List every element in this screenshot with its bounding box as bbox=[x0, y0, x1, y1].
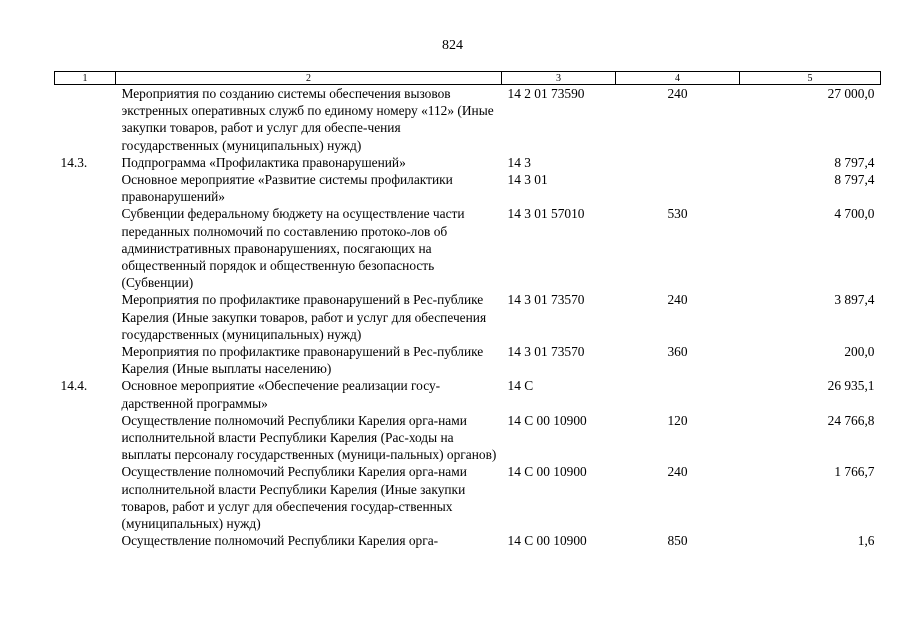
row-name: Основное мероприятие «Обеспечение реализации госу-дарственной программы» bbox=[121, 378, 441, 411]
row-number bbox=[55, 171, 116, 205]
row-code: 14 3 01 73570 bbox=[507, 292, 585, 308]
column-header-2: 2 bbox=[116, 72, 502, 85]
row-amount: 26 935,1 bbox=[827, 378, 875, 394]
row-expense-type: 120 bbox=[667, 412, 688, 428]
table-row bbox=[55, 171, 881, 205]
row-code: 14 С bbox=[507, 378, 534, 394]
row-name: Осуществление полномочий Республики Карелия орга- bbox=[121, 533, 439, 549]
row-amount: 1,6 bbox=[857, 533, 875, 549]
row-expense-type: 240 bbox=[667, 292, 688, 308]
row-expense-type bbox=[616, 377, 740, 411]
column-header-3: 3 bbox=[502, 72, 616, 85]
row-code: 14 2 01 73590 bbox=[507, 86, 585, 101]
table-row bbox=[55, 377, 881, 411]
table-row bbox=[55, 205, 881, 291]
row-name: Подпрограмма «Профилактика правонарушений» bbox=[121, 154, 406, 170]
row-code: 14 С 00 10900 bbox=[507, 533, 587, 549]
row-amount: 200,0 bbox=[844, 344, 875, 360]
column-header-4: 4 bbox=[616, 72, 740, 85]
row-number bbox=[55, 412, 116, 464]
row-expense-type: 240 bbox=[667, 464, 688, 480]
row-number bbox=[55, 291, 116, 343]
row-expense-type bbox=[616, 171, 740, 205]
table-row bbox=[55, 412, 881, 464]
row-number bbox=[55, 463, 116, 532]
row-name: Осуществление полномочий Республики Карелия орга-нами исполнительной власти Республики Карелия (Иные закупки товаров, работ и услуг для обеспечения государ-ственных (муниципальных) нужд) bbox=[121, 464, 467, 532]
row-number bbox=[55, 205, 116, 291]
row-name: Мероприятия по профилактике правонарушений в Рес-публике Карелия (Иные выплаты населению) bbox=[121, 344, 484, 377]
table-row bbox=[55, 343, 881, 377]
row-amount: 8 797,4 bbox=[834, 154, 875, 170]
row-amount: 4 700,0 bbox=[834, 206, 875, 222]
row-code: 14 С 00 10900 bbox=[507, 412, 587, 428]
row-amount: 24 766,8 bbox=[827, 412, 875, 428]
row-amount: 8 797,4 bbox=[834, 172, 875, 188]
column-header-5: 5 bbox=[740, 72, 881, 85]
column-header-1: 1 bbox=[55, 72, 116, 85]
row-code: 14 3 01 bbox=[507, 172, 548, 188]
row-expense-type: 360 bbox=[667, 344, 688, 360]
page-number: 824 bbox=[442, 38, 463, 53]
row-code: 14 С 00 10900 bbox=[507, 464, 587, 480]
table-row bbox=[55, 291, 881, 343]
row-number: 14.4. bbox=[60, 378, 88, 394]
row-expense-type bbox=[616, 154, 740, 171]
row-number bbox=[55, 343, 116, 377]
table-row bbox=[55, 154, 881, 171]
table-row bbox=[55, 463, 881, 532]
row-expense-type: 850 bbox=[667, 533, 688, 549]
row-name: Субвенции федеральному бюджету на осуществление части переданных полномочий по составлению протоко-лов об административных правонарушениях, посягающих на общественный порядок и общественную безопасность (Субвенции) bbox=[121, 206, 465, 291]
row-name: Основное мероприятие «Развитие системы профилактики правонарушений» bbox=[121, 172, 453, 205]
table-row bbox=[55, 532, 881, 549]
row-name: Мероприятия по профилактике правонарушений в Рес-публике Карелия (Иные закупки товаров, работ и услуг для обеспечения государственных (муниципальных) нужд) bbox=[121, 292, 487, 342]
row-name: Осуществление полномочий Республики Карелия орга-нами исполнительной власти Республики Карелия (Рас-ходы на выплаты персоналу государственных (муници-пальных) органов) bbox=[121, 412, 497, 463]
row-amount: 1 766,7 bbox=[834, 464, 875, 480]
row-code: 14 3 01 73570 bbox=[507, 344, 585, 360]
row-code: 14 3 01 57010 bbox=[507, 206, 585, 222]
row-amount: 27 000,0 bbox=[827, 86, 875, 101]
table-row bbox=[55, 85, 881, 154]
row-code: 14 3 bbox=[507, 154, 531, 170]
row-amount: 3 897,4 bbox=[834, 292, 875, 308]
table-header-row bbox=[55, 72, 881, 85]
budget-table bbox=[54, 71, 881, 549]
row-number: 14.3. bbox=[60, 154, 88, 170]
row-number bbox=[55, 532, 116, 549]
table-body bbox=[55, 85, 881, 550]
row-expense-type: 530 bbox=[667, 206, 688, 222]
row-expense-type: 240 bbox=[667, 86, 688, 101]
row-name: Мероприятия по созданию системы обеспечения вызовов экстренных оперативных служб по единому номеру «112» (Иные закупки товаров, работ и услуг для обеспе-чения государственных (муниципальных) нужд) bbox=[121, 86, 494, 153]
row-number bbox=[55, 85, 116, 154]
